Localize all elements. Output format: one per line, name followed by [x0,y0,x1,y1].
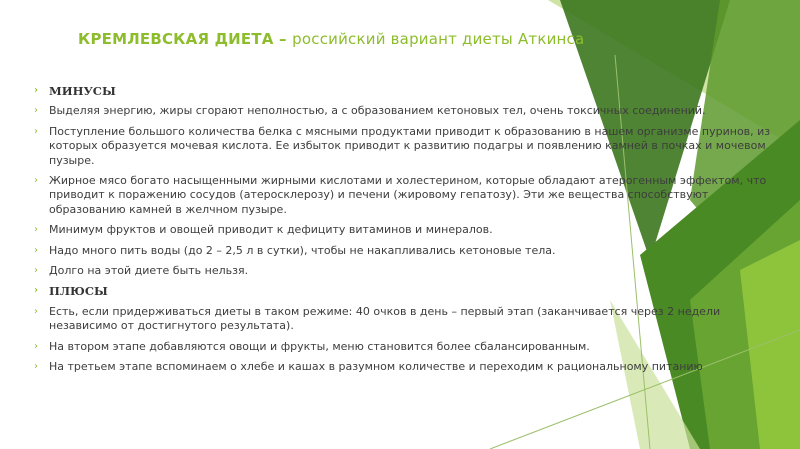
list-item-text: Жирное мясо богато насыщенными жирными кислотами и холестерином, которые обладают атерогенным эффектом, что приводит к поражению сосудов (атеросклерозу) и печени (жировому гепатозу). Эти же вещества способствуют образованию камней в желчном пузыре. [49,174,767,216]
list-item [34,84,774,98]
list-item [34,264,774,278]
slide-content [34,84,774,375]
bullet-icon: › [34,85,38,96]
bullet-icon: › [34,265,38,277]
bullet-icon: › [34,361,38,373]
list-item-text: Поступление большого количества белка с мясными продуктами приводит к образованию в нашем организме пуринов, из которых образуется мочевая кислота. Ее избыток приводит к развитию подагры и появлению камней в почках и мочевом пузыре. [49,124,771,167]
bullet-icon: › [34,285,38,297]
list-item [34,360,774,374]
heading-minuses: МИНУСЫ [49,84,116,98]
list-item [34,125,774,168]
list-item-text: На втором этапе добавляются овощи и фрукты, меню становится более сбалансированным. [49,339,590,353]
bullet-icon: › [34,305,38,317]
slide-title [78,30,584,48]
bullet-icon: › [34,175,38,187]
list-item [34,244,774,258]
list-item-text: Минимум фруктов и овощей приводит к дефициту витаминов и минералов. [49,223,493,237]
bullet-icon: › [34,244,38,256]
list-item-text: Надо много пить воды (до 2 – 2,5 л в сутки), чтобы не накапливались кетоновые тела. [49,243,556,257]
list-item-text: Долго на этой диете быть нельзя. [49,264,249,278]
list-item-text: Есть, если придерживаться диеты в таком режиме: 40 очков в день – первый этап (заканчивается через 2 недели независимо от достигнутого результата). [49,304,721,333]
list-item-text: На третьем этапе вспоминаем о хлебе и кашах в разумном количестве и переходим к рациональному питанию [49,360,703,374]
bullet-icon: › [34,125,38,137]
bullet-icon: › [34,224,38,236]
list-item [34,284,774,298]
list-item [34,223,774,237]
slide-title-main: КРЕМЛЕВСКАЯ ДИЕТА – [78,30,293,48]
list-item-text: Выделяя энергию, жиры сгорают неполностью, а с образованием кетоновых тел, очень токсичных соединений. [49,104,706,118]
list-item [34,104,774,118]
heading-pluses: ПЛЮСЫ [49,284,108,299]
bullet-icon: › [34,105,38,117]
bullet-icon: › [34,340,38,352]
slide-title-sub: российский вариант диеты Аткинса [292,30,585,48]
list-item [34,340,774,354]
list-item [34,305,774,334]
list-item [34,174,774,217]
